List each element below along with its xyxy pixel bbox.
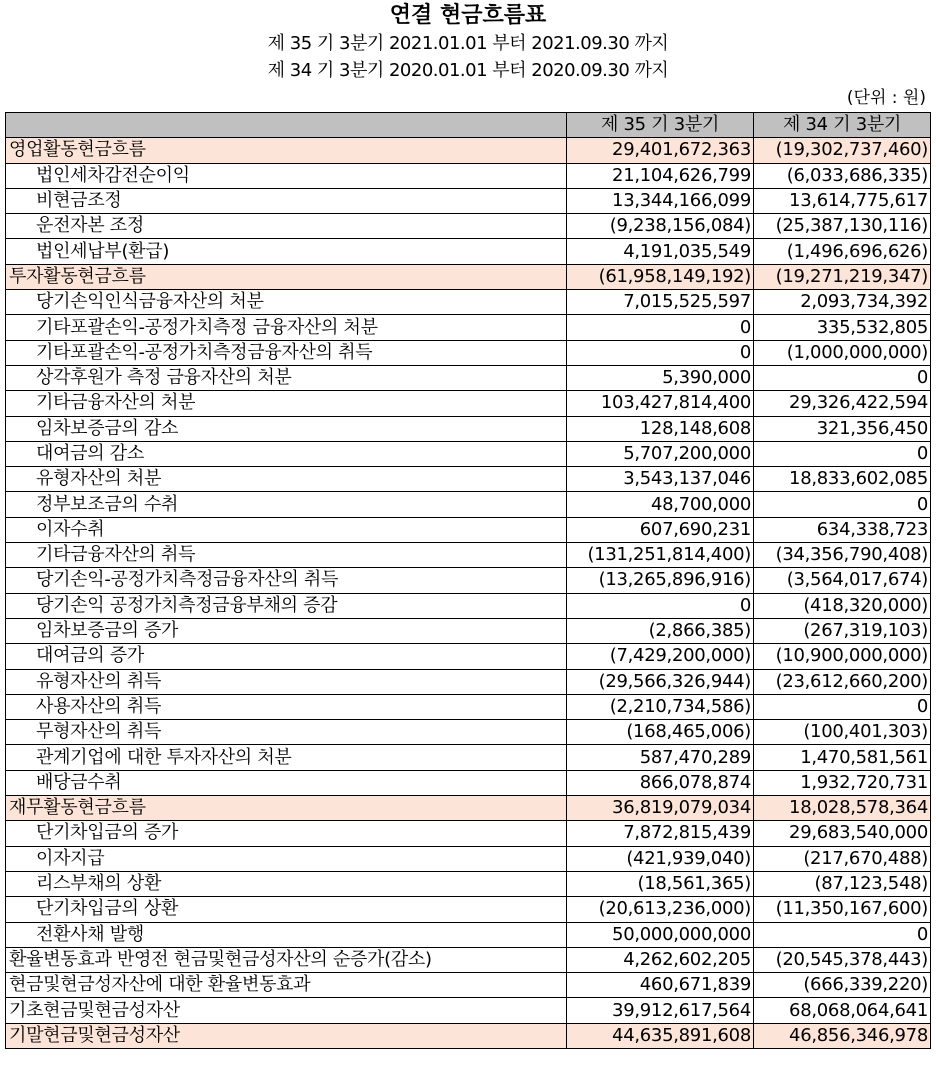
value-prior: (34,356,790,408): [754, 543, 931, 568]
row-label: 임차보증금의 증가: [6, 618, 567, 643]
value-current: 29,401,672,363: [567, 138, 754, 163]
column-header-prior: 제 34 기 3분기: [754, 113, 931, 138]
value-prior: (418,320,000): [754, 593, 931, 618]
table-row: [6, 973, 931, 998]
value-prior: (6,033,686,335): [754, 163, 931, 188]
value-prior: (100,401,303): [754, 720, 931, 745]
table-row: [6, 745, 931, 770]
value-prior: (87,123,548): [754, 871, 931, 896]
table-row: [6, 947, 931, 972]
value-prior: 2,093,734,392: [754, 290, 931, 315]
row-label: 대여금의 증가: [6, 644, 567, 669]
value-prior: 18,833,602,085: [754, 467, 931, 492]
row-label: 무형자산의 취득: [6, 720, 567, 745]
value-prior: (1,496,696,626): [754, 239, 931, 264]
table-row: [6, 239, 931, 264]
table-row: [6, 365, 931, 390]
value-prior: 68,068,064,641: [754, 998, 931, 1023]
value-prior: 634,338,723: [754, 517, 931, 542]
cash-flow-table: [5, 112, 931, 1049]
value-prior: (19,302,737,460): [754, 138, 931, 163]
period-prior: 제 34 기 3분기 2020.01.01 부터 2020.09.30 까지: [267, 60, 669, 81]
table-row: [6, 264, 931, 289]
value-prior: 1,470,581,561: [754, 745, 931, 770]
row-label: 비현금조정: [6, 188, 567, 213]
value-prior: 29,326,422,594: [754, 391, 931, 416]
row-label: 리스부채의 상환: [6, 871, 567, 896]
row-label: 대여금의 감소: [6, 441, 567, 466]
row-label: 법인세납부(환급): [6, 239, 567, 264]
value-current: 7,872,815,439: [567, 821, 754, 846]
row-label: 기타금융자산의 처분: [6, 391, 567, 416]
period-current: 제 35 기 3분기 2021.01.01 부터 2021.09.30 까지: [267, 33, 669, 54]
table-row: [6, 214, 931, 239]
table-row: [6, 391, 931, 416]
table-row: [6, 568, 931, 593]
value-current: 39,912,617,564: [567, 998, 754, 1023]
column-header-account: [6, 113, 567, 138]
value-current: 0: [567, 593, 754, 618]
table-row: [6, 821, 931, 846]
table-row: [6, 340, 931, 365]
table-row: [6, 290, 931, 315]
value-current: (7,429,200,000): [567, 644, 754, 669]
value-prior: 335,532,805: [754, 315, 931, 340]
table-row: [6, 720, 931, 745]
value-current: (421,939,040): [567, 846, 754, 871]
table-row: [6, 315, 931, 340]
table-row: [6, 517, 931, 542]
table-body: [6, 138, 931, 1049]
value-current: 4,262,602,205: [567, 947, 754, 972]
value-current: (29,566,326,944): [567, 669, 754, 694]
value-current: (61,958,149,192): [567, 264, 754, 289]
column-header-current: 제 35 기 3분기: [567, 113, 754, 138]
value-current: 607,690,231: [567, 517, 754, 542]
value-prior: 13,614,775,617: [754, 188, 931, 213]
table-row: [6, 1023, 931, 1048]
value-prior: (25,387,130,116): [754, 214, 931, 239]
row-label: 당기손익-공정가치측정금융자산의 취득: [6, 568, 567, 593]
row-label: 임차보증금의 감소: [6, 416, 567, 441]
page-title: 연결 현금흐름표: [389, 3, 547, 28]
value-current: (2,210,734,586): [567, 694, 754, 719]
value-prior: 18,028,578,364: [754, 796, 931, 821]
table-row: [6, 441, 931, 466]
table-row: [6, 593, 931, 618]
row-label: 유형자산의 취득: [6, 669, 567, 694]
value-current: 5,390,000: [567, 365, 754, 390]
row-label: 당기손익 공정가치측정금융부채의 증감: [6, 593, 567, 618]
value-prior: 0: [754, 922, 931, 947]
row-label: 현금및현금성자산에 대한 환율변동효과: [6, 973, 567, 998]
row-label: 단기차입금의 증가: [6, 821, 567, 846]
value-prior: 0: [754, 492, 931, 517]
table-row: [6, 897, 931, 922]
value-prior: (23,612,660,200): [754, 669, 931, 694]
row-label: 기타포괄손익-공정가치측정금융자산의 취득: [6, 340, 567, 365]
row-label: 기초현금및현금성자산: [6, 998, 567, 1023]
value-current: (168,465,006): [567, 720, 754, 745]
value-current: 866,078,874: [567, 770, 754, 795]
row-label: 기타포괄손익-공정가치측정 금융자산의 처분: [6, 315, 567, 340]
value-prior: 321,356,450: [754, 416, 931, 441]
value-current: 36,819,079,034: [567, 796, 754, 821]
value-current: 0: [567, 315, 754, 340]
value-prior: (10,900,000,000): [754, 644, 931, 669]
row-label: 전환사채 발행: [6, 922, 567, 947]
value-prior: 29,683,540,000: [754, 821, 931, 846]
value-prior: (11,350,167,600): [754, 897, 931, 922]
value-current: (20,613,236,000): [567, 897, 754, 922]
value-current: 4,191,035,549: [567, 239, 754, 264]
row-label: 법인세차감전순이익: [6, 163, 567, 188]
value-current: 7,015,525,597: [567, 290, 754, 315]
row-label: 관계기업에 대한 투자자산의 처분: [6, 745, 567, 770]
value-prior: 1,932,720,731: [754, 770, 931, 795]
value-current: 460,671,839: [567, 973, 754, 998]
table-row: [6, 163, 931, 188]
value-current: 103,427,814,400: [567, 391, 754, 416]
value-current: 587,470,289: [567, 745, 754, 770]
value-current: (9,238,156,084): [567, 214, 754, 239]
table-row: [6, 467, 931, 492]
row-label: 재무활동현금흐름: [6, 796, 567, 821]
value-current: (18,561,365): [567, 871, 754, 896]
value-prior: (666,339,220): [754, 973, 931, 998]
table-row: [6, 644, 931, 669]
table-row: [6, 796, 931, 821]
row-label: 유형자산의 처분: [6, 467, 567, 492]
value-current: 44,635,891,608: [567, 1023, 754, 1048]
value-prior: (1,000,000,000): [754, 340, 931, 365]
value-current: 3,543,137,046: [567, 467, 754, 492]
value-current: 5,707,200,000: [567, 441, 754, 466]
table-row: [6, 846, 931, 871]
table-row: [6, 543, 931, 568]
row-label: 영업활동현금흐름: [6, 138, 567, 163]
row-label: 배당금수취: [6, 770, 567, 795]
unit-label: (단위 : 원): [846, 88, 926, 108]
table-row: [6, 492, 931, 517]
value-prior: 0: [754, 365, 931, 390]
row-label: 상각후원가 측정 금융자산의 처분: [6, 365, 567, 390]
table-row: [6, 694, 931, 719]
row-label: 기말현금및현금성자산: [6, 1023, 567, 1048]
row-label: 단기차입금의 상환: [6, 897, 567, 922]
table-header-row: [6, 113, 931, 138]
value-current: (13,265,896,916): [567, 568, 754, 593]
value-prior: (267,319,103): [754, 618, 931, 643]
row-label: 투자활동현금흐름: [6, 264, 567, 289]
row-label: 정부보조금의 수취: [6, 492, 567, 517]
value-current: 128,148,608: [567, 416, 754, 441]
value-current: (2,866,385): [567, 618, 754, 643]
value-prior: (217,670,488): [754, 846, 931, 871]
row-label: 환율변동효과 반영전 현금및현금성자산의 순증가(감소): [6, 947, 567, 972]
row-label: 이자수취: [6, 517, 567, 542]
value-prior: 46,856,346,978: [754, 1023, 931, 1048]
table-row: [6, 669, 931, 694]
value-prior: 0: [754, 694, 931, 719]
value-prior: (3,564,017,674): [754, 568, 931, 593]
table-row: [6, 188, 931, 213]
value-current: 13,344,166,099: [567, 188, 754, 213]
row-label: 이자지급: [6, 846, 567, 871]
table-row: [6, 871, 931, 896]
row-label: 기타금융자산의 취득: [6, 543, 567, 568]
row-label: 운전자본 조정: [6, 214, 567, 239]
value-prior: 0: [754, 441, 931, 466]
value-current: 0: [567, 340, 754, 365]
value-prior: (20,545,378,443): [754, 947, 931, 972]
table-row: [6, 998, 931, 1023]
value-current: 21,104,626,799: [567, 163, 754, 188]
table-row: [6, 922, 931, 947]
row-label: 당기손익인식금융자산의 처분: [6, 290, 567, 315]
value-prior: (19,271,219,347): [754, 264, 931, 289]
value-current: (131,251,814,400): [567, 543, 754, 568]
table-row: [6, 416, 931, 441]
table-row: [6, 618, 931, 643]
table-row: [6, 138, 931, 163]
table-row: [6, 770, 931, 795]
row-label: 사용자산의 취득: [6, 694, 567, 719]
value-current: 50,000,000,000: [567, 922, 754, 947]
value-current: 48,700,000: [567, 492, 754, 517]
